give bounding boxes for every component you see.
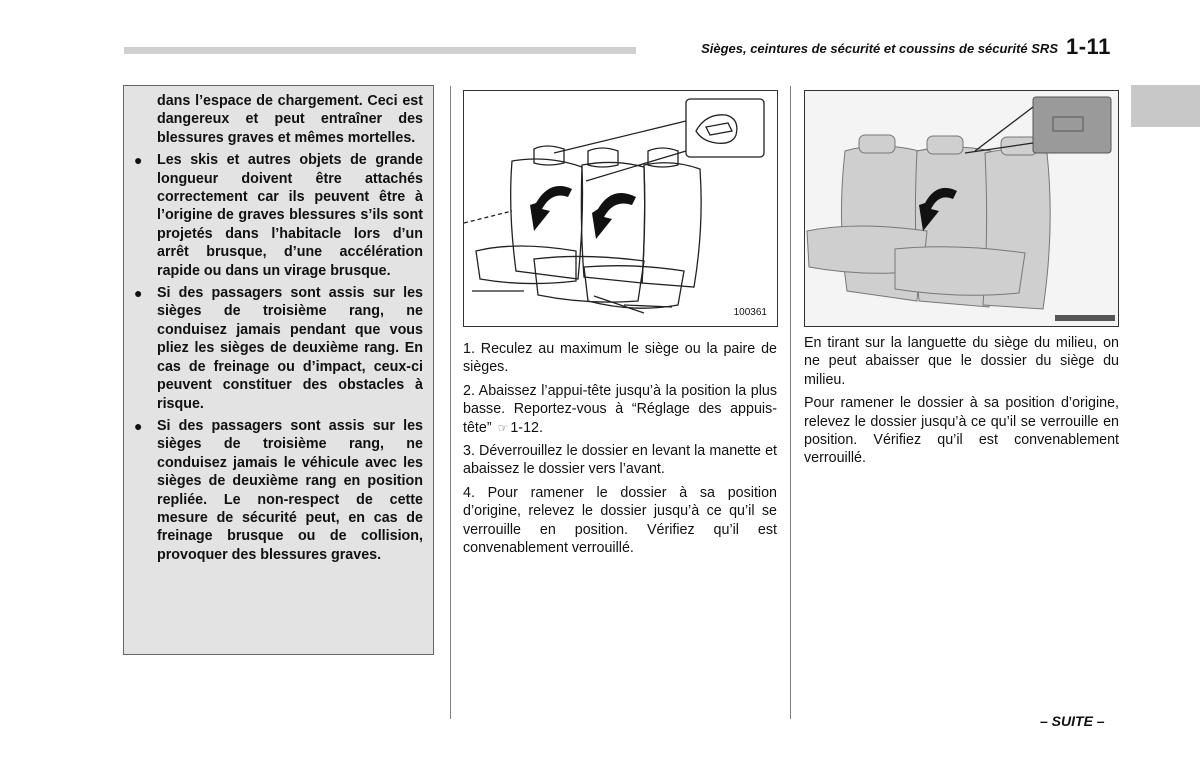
page-reference-icon: ☞ (497, 420, 509, 435)
bullet-icon: ● (134, 417, 143, 434)
warning-box (123, 85, 434, 655)
column-divider-2 (790, 86, 791, 719)
seat-line-drawing (464, 91, 777, 326)
step-1: 1. Reculez au maximum le siège ou la paire de sièges. (463, 341, 777, 376)
step-2-ref[interactable]: 1-12. (510, 419, 543, 436)
step-4: 4. Pour ramener le dossier à sa position d’origine, relevez le dossier jusqu’à ce qu’il se verrouille en position. Vérifiez qu’il est convenablement verrouillé. (463, 484, 777, 557)
warning-item: ● Les skis et autres objets de grande longueur doivent être attachés correctement car ils peuvent être à l’origine de graves blessures s’ils sont projetés dans l’habitacle lors d’un arrêt brusque, d’une accélération rapide ou dans un virage brusque. (134, 152, 423, 279)
paragraph-1: En tirant sur la languette du siège du milieu, on ne peut abaisser que le dossier du siège du milieu. (804, 335, 1119, 388)
header-rule (124, 47, 636, 54)
continued-label: – SUITE – (1040, 713, 1105, 729)
bullet-icon: ● (134, 285, 143, 302)
column-divider-1 (450, 86, 451, 719)
bullet-icon: ● (134, 152, 143, 169)
step-3: 3. Déverrouillez le dossier en levant la manette et abaissez le dossier vers l’avant. (463, 443, 777, 478)
seat-fold-illustration (463, 90, 778, 327)
page-number: 1-11 (1066, 34, 1111, 59)
warning-list (134, 151, 423, 564)
middle-seat-photo (804, 90, 1119, 327)
step-2: 2. Abaissez l’appui-tête jusqu’à la position la plus basse. Reportez-vous à “Réglage des appuis-tête” ☞ 1-12. (463, 382, 777, 436)
figure-code: 100361 (733, 307, 767, 318)
warning-item: ● Si des passagers sont assis sur les sièges de troisième rang, ne conduisez jamais le véhicule avec les sièges de deuxième rang en position repliée. Le non-respect de cette mesure de sécurité peut, en cas de freinage brusque ou de collision, provoquer des blessures graves. (134, 417, 423, 563)
middle-seat-text (804, 334, 1119, 473)
warning-intro: dans l’espace de chargement. Ceci est dangereux et peut entraîner des blessures graves et mêmes mortelles. (157, 93, 423, 146)
section-title: Sièges, ceintures de sécurité et coussins de sécurité SRS (701, 41, 1058, 56)
instruction-steps (463, 340, 777, 562)
chapter-tab (1131, 85, 1200, 127)
seat-photo-drawing (805, 91, 1118, 326)
warning-item: ● Si des passagers sont assis sur les sièges de troisième rang, ne conduisez jamais pendant que vous pliez les sièges de deuxième rang. En cas de freinage ou d’impact, ceux-ci peuvent constituer des obstacles à risque. (134, 285, 423, 412)
paragraph-2: Pour ramener le dossier à sa position d’origine, relevez le dossier jusqu’à ce qu’il se verrouille en position. Vérifiez qu’il est convenablement verrouillé. (804, 395, 1119, 467)
